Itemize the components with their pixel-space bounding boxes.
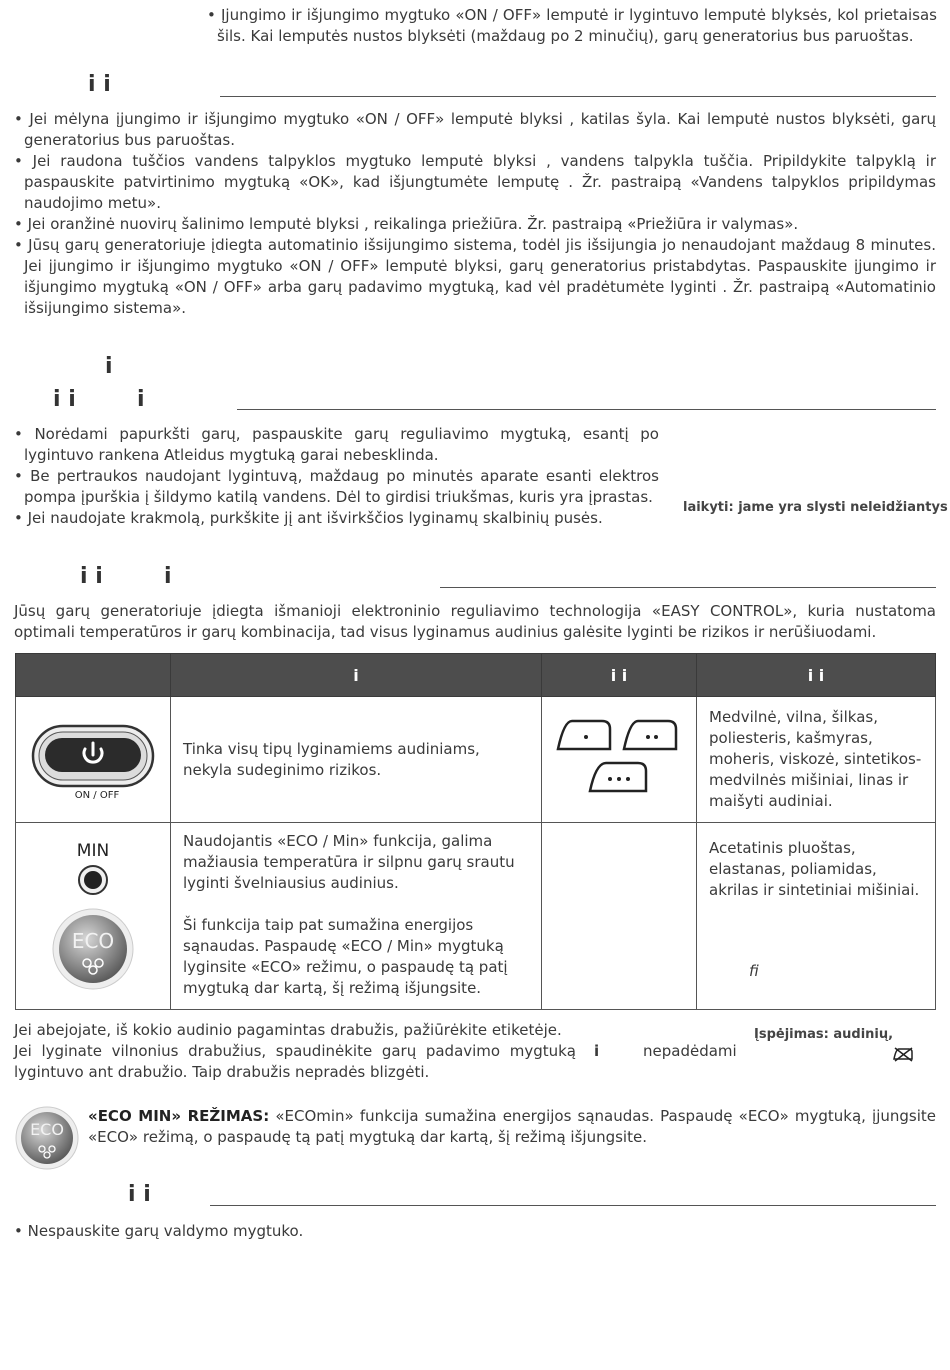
eco-min-cell [16,823,171,1010]
list-item: • Jei raudona tuščios vandens talpyklos mygtuko lemputė blyksi , vandens talpykla tuščia. Pripildykite talpyklą ir paspauskite patvirtinimo mygtuką «OK», kad išjungtumėte lemputę . Žr. pastraipą «Vandens talpyklos pripildymas naudojimo metu». [14,152,936,212]
on-off-cell [16,697,171,823]
row2-fabrics: Acetatinis pluoštas, elastanas, poliamidas, akrilas ir sintetiniai mišiniai. [709,839,920,899]
row1-fabrics: Medvilnė, vilna, šilkas, poliesteris, kašmyras, moheris, viskozė, sintetikos-medvilnės mišiniai, linas ir maišyti audiniai. [709,708,922,810]
section-rule-3 [440,587,936,588]
row2-desc-2: Ši funkcija taip pat sumažina energijos sąnaudas. Paspaudę «ECO / Min» mygtuką lyginsite «ECO» režimu, o paspaudę tą patį mygtuką dar kartą, šį režimą išjungsite. [183,916,508,997]
row2-desc-1: Naudojantis «ECO / Min» funkcija, galima mažiausia temperatūra ir silpnu garų srautu lyginti švelniausius audinius. [183,832,515,892]
after-table-line2-tail: nepadėdami [643,1042,737,1060]
section-heading-1: i i [88,72,111,97]
eco-min-title: «ECO MIN» REŽIMAS: [88,1107,270,1125]
min-led-icon [76,863,110,897]
section2-bullets [14,424,659,529]
intro-paragraph: Jūsų garų generatoriuje įdiegta išmanioji elektroninio reguliavimo technologija «EASY CONTROL», kuria nustatoma optimali temperatūros ir garų kombinacija, tad visus lyginamus audinius galėsite lyginti be rizikos ir nerūšiuodami. [14,602,936,641]
intro-block [207,5,937,47]
list-item: • Nespauskite garų valdymo mygtuko. [14,1222,304,1240]
list-item: • Jei oranžinė nuovirų šalinimo lemputė blyksi , reikalinga priežiūra. Žr. pastraipą «Priežiūra ir valymas». [14,215,799,233]
eco-min-label: ECO [30,1120,64,1139]
row2-desc [171,823,541,1007]
desc-cell [171,697,542,823]
no-steam-icon [892,1046,914,1062]
list-item: • Jei mėlyna įjungimo ir išjungimo mygtuko «ON / OFF» lemputė blyksi , katilas šyla. Kai lemputė nustos blyksėti, garų generatorius bus paruoštas. [14,110,936,149]
eco-min-button [15,1106,79,1170]
warning-text: Įspėjimas: audinių, [754,1027,894,1042]
table-header: i i [542,654,697,697]
settings-table [15,653,936,1010]
eco-button [51,907,135,991]
section-rule-2 [237,409,936,410]
table-header [16,654,171,697]
after-table-line3: lygintuvo ant drabužio. Taip drabužis nepradės blizgėti. [14,1063,430,1081]
desc-cell [171,823,542,1010]
section1-bullets [14,109,936,319]
fabrics-cell [697,823,936,1010]
iron-symbols-cell-empty [542,823,697,1010]
eco-label: ECO [71,929,115,953]
row2-mark: fi [749,962,759,980]
section4-bullets [14,1221,936,1242]
row1-desc: Tinka visų tipų lyginamiems audiniams, nekyla sudeginimo rizikos. [183,739,480,779]
list-item: • Jei naudojate krakmolą, purkškite jį ant išvirkščios lyginamų skalbinių pusės. [14,509,603,527]
on-off-label: ON / OFF [74,789,120,801]
section-heading-2-top: i [105,354,113,379]
iron-temperature-icons [554,715,684,799]
side-note: laikyti: jame yra slysti neleidžiantys [683,500,948,515]
list-item: • Be pertraukos naudojant lygintuvą, maždaug po minutės aparate esanti elektros pompa įpurškia į šildymo katilą vandens. Dėl to girdisi triukšmas, kuris yra įprastas. [14,467,659,506]
min-label: MIN [76,841,110,861]
eco-min-text: «ECOmin» funkcija sumažina energijos sąnaudas. Paspaudę «ECO» mygtuką, įjungsite «ECO» režimą, o paspaudę tą patį mygtuką dar kartą, šį režimą išjungsite. [88,1107,937,1146]
intro-bullet: • Įjungimo ir išjungimo mygtuko «ON / OFF» lemputė ir lygintuvo lemputė blyksės, kol prietaisas šils. Kai lemputės nustos blyksėti (maždaug po 2 minučių), garų generatorius bus paruoštas. [207,6,937,45]
list-item: • Jūsų garų generatoriuje įdiegta automatinio išsijungimo sistema, todėl jis išsijungia jo nenaudojant maždaug 8 minutes. Jei įjungimo ir išjungimo mygtuko «ON / OFF» lemputė blyksi, garų generatorius pristabdytas. Paspauskite įjungimo ir išjungimo mygtuką «ON / OFF» arba garų padavimo mygtuką, kad vėl pradėtumėte lyginti . Žr. pastraipą «Automatinio išsijungimo sistema». [14,236,936,317]
section-rule-1 [220,96,936,97]
section-heading-3: i i i [80,564,172,589]
iron-symbols-cell [542,697,697,823]
after-table-line1: Jei abejojate, iš kokio audinio pagamintas drabužis, pažiūrėkite etiketėje. [14,1021,562,1039]
on-off-button-icon [30,718,156,794]
after-table-line2: Jei lyginate vilnonius drabužius, spaudinėkite garų padavimo mygtuką [14,1042,576,1060]
table-header: i i [697,654,936,697]
section-heading-2: i i i [53,387,145,412]
section3-text [14,601,936,643]
eco-min-paragraph [88,1106,936,1148]
table-row [16,697,936,823]
table-header-row [16,654,936,697]
table-row [16,823,936,1010]
section-rule-4 [210,1205,936,1206]
after-table-mark: i [594,1042,600,1060]
section-heading-4: i i [128,1182,151,1207]
list-item: • Norėdami papurkšti garų, paspauskite garų reguliavimo mygtuką, esantį po lygintuvo rankena Atleidus mygtuką garai nebesklinda. [14,425,659,464]
fabrics-cell [697,697,936,823]
table-header: i [171,654,542,697]
